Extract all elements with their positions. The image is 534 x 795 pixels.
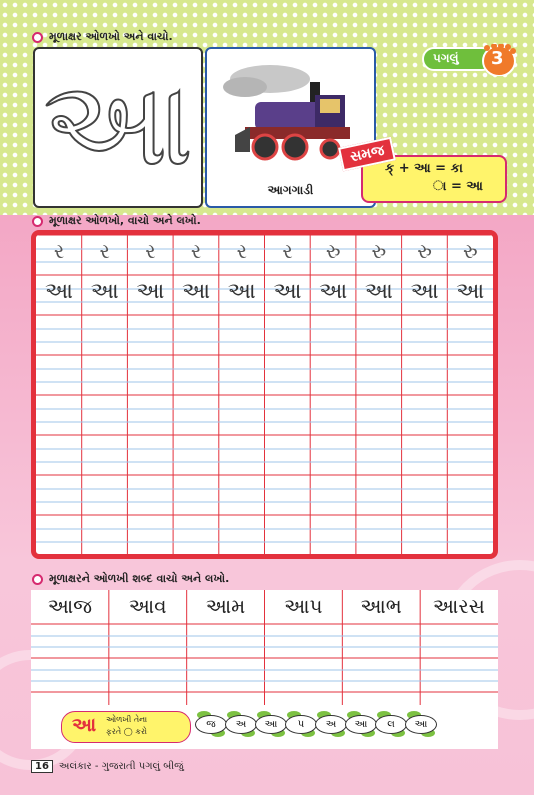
samaj-tag: સમજ	[338, 137, 396, 172]
activity-text1: ઓળખી તેના	[106, 715, 148, 724]
stroke-step: ર	[190, 239, 202, 263]
stroke-step: ર	[282, 239, 293, 263]
leaf-oval: આ	[405, 715, 437, 734]
writing-grid	[31, 230, 498, 559]
trace-letter: આ	[410, 279, 439, 304]
word: આરસ	[432, 594, 485, 618]
instruction-word: મૂળાક્ષરને ઓળખી શબ્દ વાચો અને લખો.	[32, 572, 229, 586]
leaf-oval: આ	[255, 715, 287, 734]
stroke-step: ર	[99, 239, 110, 263]
outline-letter: આ	[42, 54, 194, 192]
footer	[31, 760, 184, 773]
activity-big-letter: આ	[72, 714, 97, 736]
bullet-icon	[32, 32, 43, 43]
leaf-oval: લ	[375, 715, 407, 734]
leaf-oval: જ	[195, 715, 227, 734]
trace-letter: આ	[90, 279, 119, 304]
trace-letter: આ	[182, 279, 211, 304]
leaf-oval: અ	[225, 715, 257, 734]
stroke-step: રુ	[417, 239, 432, 263]
activity-text2: ફરતે ◯ કરો	[106, 727, 147, 736]
bullet-icon	[32, 216, 43, 227]
bullet-icon	[32, 574, 43, 585]
leaf-oval: આ	[345, 715, 377, 734]
activity-instruction	[61, 711, 191, 743]
word: આપ	[284, 594, 323, 618]
trace-letter: આ	[227, 279, 256, 304]
trace-letter: આ	[319, 279, 348, 304]
step-badge	[421, 44, 521, 72]
stroke-step: ર	[236, 239, 247, 263]
trace-letter: આ	[364, 279, 393, 304]
samaj-line1: ક્ + આ = કા	[385, 161, 463, 176]
leaf-oval: અ	[315, 715, 347, 734]
trace-letter: આ	[45, 279, 73, 304]
trace-letter: આ	[456, 279, 485, 304]
stroke-step: રુ	[462, 239, 478, 263]
page-number: 16	[31, 760, 53, 773]
samaj-line2: ા = આ	[433, 179, 483, 194]
stroke-step: ર	[53, 239, 65, 263]
leaf-oval: પ	[285, 715, 317, 734]
word: આજ	[47, 594, 93, 618]
picture-box	[205, 47, 376, 208]
word-writing-box	[31, 590, 498, 705]
trace-letter: આ	[273, 279, 302, 304]
letter-trace-box	[33, 47, 203, 208]
badge-label: પગલું	[433, 51, 459, 65]
stroke-step: ર	[145, 239, 156, 263]
badge-number: 3	[491, 48, 504, 69]
word: આવ	[128, 594, 167, 618]
footer-title: અલંકાર - ગુજરાતી પગલું બીજું	[58, 761, 184, 772]
word: આભ	[360, 594, 402, 618]
leaf-letter[interactable]	[402, 705, 438, 741]
picture-caption: આગગાડી	[267, 183, 314, 197]
word: આમ	[205, 594, 246, 618]
stroke-step: રુ	[325, 239, 341, 263]
trace-letter: આ	[136, 279, 165, 304]
stroke-step: રુ	[371, 239, 387, 263]
instruction-read-write: મૂળાક્ષર ઓળખો, વાચો અને લખો.	[32, 214, 201, 228]
words-row	[31, 594, 498, 618]
instruction-read: મૂળાક્ષર ઓળખો અને વાચો.	[32, 30, 173, 44]
